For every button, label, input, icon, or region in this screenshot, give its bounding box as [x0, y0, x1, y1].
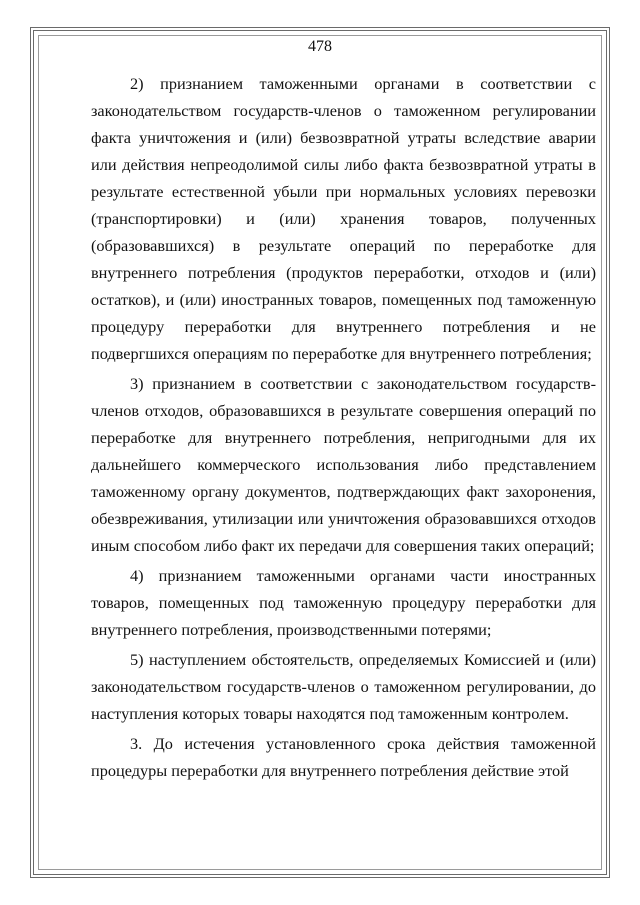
paragraph-clause-3: 3. До истечения установленного срока действия таможенной процедуры переработки для внутреннего потребления действие этой	[91, 734, 596, 780]
document-body	[91, 70, 596, 787]
page-number: 478	[308, 38, 332, 55]
paragraph-item-3: 3) признанием в соответствии с законодательством государств-членов отходов, образовавшихся в результате совершения операций по переработке для внутреннего потребления, непригодными для их дальнейшего коммерческого использования либо представлением таможенному органу документов, подтверждающих факт захоронения, обезвреживания, утилизации или уничтожения образовавшихся отходов иным способом либо факт их передачи для совершения таких операций;	[91, 374, 596, 555]
paragraph-item-5: 5) наступлением обстоятельств, определяемых Комиссией и (или) законодательством государств-членов о таможенном регулировании, до наступления которых товары находятся под таможенным контролем.	[91, 650, 596, 723]
paragraph-item-4: 4) признанием таможенными органами части иностранных товаров, помещенных под таможенную процедуру переработки для внутреннего потребления, производственными потерями;	[91, 566, 596, 639]
paragraph-item-2: 2) признанием таможенными органами в соответствии с законодательством государств-членов о таможенном регулировании факта уничтожения и (или) безвозвратной утраты вследствие аварии или действия непреодолимой силы либо факта безвозвратной утраты в результате естественной убыли при нормальных условиях перевозки (транспортировки) и (или) хранения товаров, полученных (образовавшихся) в результате операций по переработке для внутреннего потребления (продуктов переработки, отходов и (или) остатков), и (или) иностранных товаров, помещенных под таможенную процедуру переработки для внутреннего потребления и не подвергшихся операциям по переработке для внутреннего потребления;	[91, 74, 596, 363]
